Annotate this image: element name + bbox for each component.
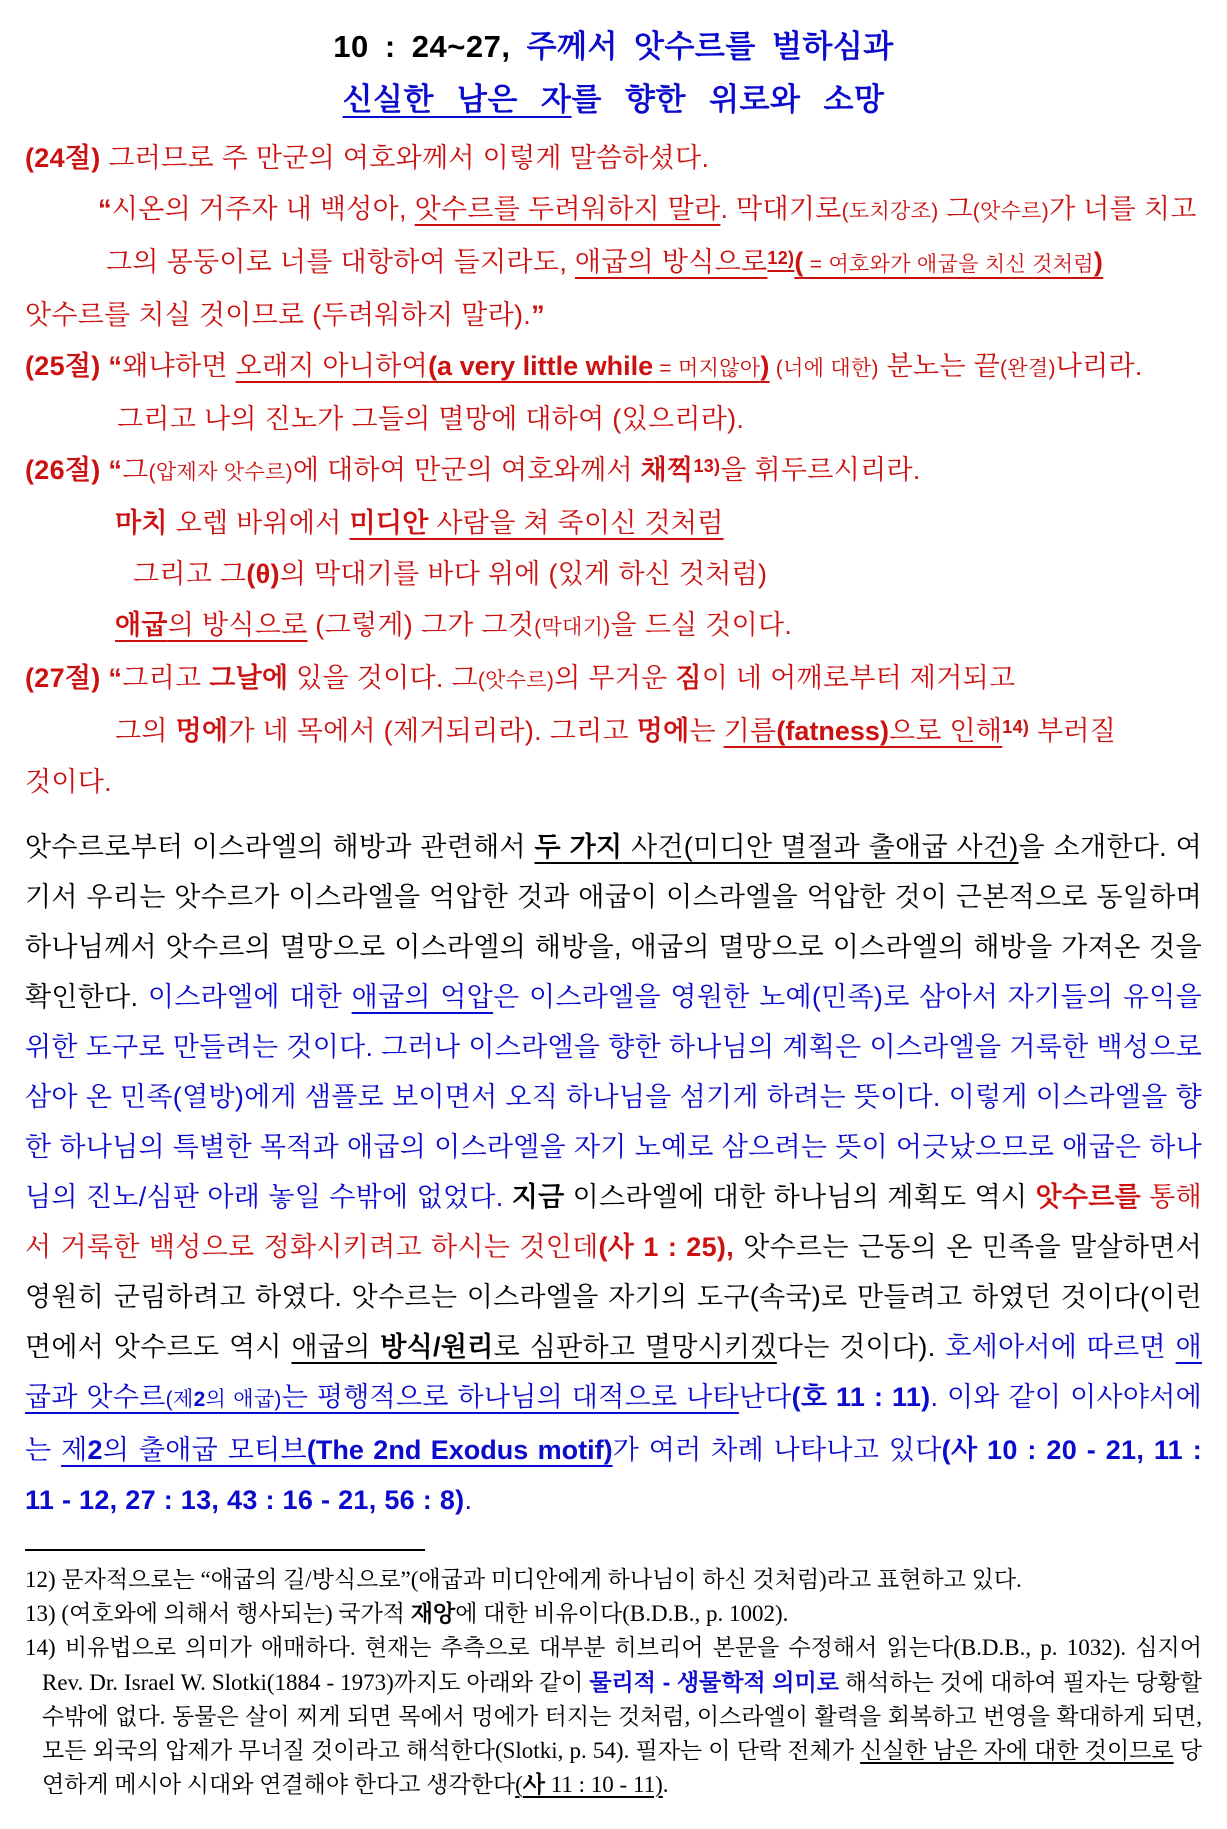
text-segment: 가 너를 치고 bbox=[1049, 194, 1197, 224]
text-segment: 의 애굽) bbox=[205, 1388, 282, 1411]
footnote-item bbox=[25, 1597, 1202, 1631]
text-segment: “ bbox=[108, 351, 123, 381]
text-segment: 호세아서에 따르면 bbox=[945, 1332, 1176, 1362]
text-segment: ( bbox=[515, 1772, 523, 1797]
verse-line bbox=[25, 237, 1202, 290]
verse-line bbox=[25, 549, 1202, 600]
text-segment: 앗수르를 치실 것이므로 (두려워하지 말라). bbox=[25, 300, 532, 330]
text-segment: 그 bbox=[122, 455, 149, 485]
text-segment: (제 bbox=[165, 1388, 194, 1411]
text-segment: 애굽 bbox=[115, 610, 168, 640]
text-segment: 애굽의 억압 bbox=[351, 982, 494, 1012]
text-segment: 11 : 10 - 11) bbox=[545, 1772, 663, 1797]
text-segment: 멍에 bbox=[636, 716, 690, 746]
text-segment: (26절) bbox=[25, 455, 101, 485]
text-segment: 해석하는 것에 대하여 필자는 당황할 수밖에 없다. 동물은 살이 찌게 되면 목에서 멍에가 터지는 것처럼, 이스라엘이 활력을 회복하고 번영을 확대하게 되면, 모든 외국의 압제가 무너질 것이라고 해석한다(Slotki, p. 54). 필자는 이 단락 전체가 bbox=[42, 1670, 1202, 1763]
text-segment: (24절) bbox=[25, 143, 101, 173]
text-segment: 그의 bbox=[115, 716, 176, 746]
text-segment: 재앙 bbox=[410, 1601, 456, 1626]
text-segment: (fatness) bbox=[776, 716, 889, 746]
text-segment: (앗수르) bbox=[972, 200, 1050, 223]
text-segment: 두 가지 bbox=[534, 832, 623, 862]
text-segment: (25절) bbox=[25, 351, 101, 381]
text-segment: 2 bbox=[87, 1435, 103, 1465]
verse-line bbox=[25, 498, 1202, 549]
text-segment: 에 대하여 만군의 여호와께서 bbox=[292, 455, 641, 485]
text-segment: 채찍 bbox=[640, 455, 694, 485]
verse-line bbox=[25, 653, 1202, 706]
footnote-item bbox=[25, 1631, 1202, 1802]
verse-line bbox=[25, 341, 1202, 394]
title-line-2 bbox=[25, 73, 1202, 126]
footnote-separator bbox=[25, 1549, 425, 1551]
text-segment: 애굽의 bbox=[291, 1332, 381, 1362]
text-segment: 이스라엘에 대한 bbox=[147, 982, 352, 1012]
text-segment: 13) bbox=[693, 456, 721, 476]
text-segment: 신실한 남은 자에 대한 것이므로 bbox=[860, 1738, 1174, 1763]
commentary-paragraph bbox=[25, 822, 1202, 1525]
verse-line bbox=[25, 600, 1202, 653]
text-segment: 신실한 남은 자 bbox=[342, 82, 572, 117]
text-segment: 12) 문자적으로는 “애굽의 길/방식으로”(애굽과 미디안에게 하나님이 하신 것처럼)라고 표현하고 있다. bbox=[25, 1567, 1022, 1592]
verse-line bbox=[25, 184, 1202, 237]
text-segment: “ bbox=[98, 194, 112, 224]
text-segment: 주께서 앗수르를 벌하심과 bbox=[526, 29, 894, 64]
text-segment: 방식/원리 bbox=[380, 1332, 494, 1362]
text-segment: (a very little while bbox=[428, 351, 654, 381]
text-segment: “ bbox=[108, 455, 123, 485]
text-segment: (27절) bbox=[25, 663, 101, 693]
text-segment: 다는 것이다). bbox=[776, 1332, 946, 1362]
text-segment: 왜냐하면 bbox=[122, 351, 236, 381]
text-segment: 은 이스라엘을 영원한 노예(민족)로 삼아서 자기들의 유익을 위한 도구로 만들려는 것이다. 그러나 이스라엘을 향한 하나님의 계획은 이스라엘을 거룩한 백성으로 삼아 온 민족(열방)에게 샘플로 보이면서 오직 하나님을 섬기게 하려는 뜻이다. 이렇게 이스라엘을 향한 하나님의 특별한 목적과 애굽의 이스라엘을 자기 노예로 삼으려는 뜻이 어긋났으므로 애굽은 하나님의 진노/심판 아래 놓일 수밖에 없었다. bbox=[25, 982, 1203, 1212]
text-segment: 제 bbox=[61, 1435, 88, 1465]
text-segment: 통해서 거룩한 백성으로 정화시키려고 하시는 것인데 bbox=[25, 1182, 1202, 1262]
text-segment: . bbox=[464, 1485, 473, 1515]
text-segment: (너에 대한) bbox=[769, 357, 879, 380]
text-segment: (사 10 : 20 - 21, 11 : 11 - 12, 27 : 13, 43 : 16 - 21, 56 : 8) bbox=[25, 1435, 1202, 1515]
text-segment: 10 : 24~27, bbox=[333, 29, 527, 64]
text-segment: 물리적 - 생물학적 의미로 bbox=[589, 1669, 839, 1695]
text-segment: 13) (여호와에 의해서 행사되는) 국가적 bbox=[25, 1601, 411, 1626]
footnote-list bbox=[25, 1563, 1202, 1802]
text-segment: 마치 bbox=[115, 508, 168, 538]
verse-line bbox=[25, 133, 1202, 184]
text-segment: 를 향한 위로와 소망 bbox=[571, 82, 885, 117]
text-segment: 애굽의 방식으로 bbox=[574, 247, 768, 277]
text-segment: 사 bbox=[522, 1772, 546, 1797]
text-segment: (완결) bbox=[999, 357, 1056, 380]
text-segment: 의 출애굽 모티브 bbox=[102, 1435, 307, 1465]
text-segment: 오래지 아니하여 bbox=[235, 351, 429, 381]
text-segment: 것이다. bbox=[25, 767, 112, 797]
text-segment: 그리고 bbox=[122, 663, 210, 693]
text-segment: = 여호와가 애굽을 치신 것처럼 bbox=[803, 253, 1094, 276]
text-segment: 그리고 그 bbox=[133, 559, 247, 589]
text-segment: (도치강조) bbox=[841, 200, 939, 223]
text-segment: (막대기) bbox=[534, 616, 611, 639]
text-segment: 이 네 어깨로부터 제거되고 bbox=[701, 663, 1016, 693]
text-segment: . bbox=[662, 1772, 669, 1797]
text-segment: 애굽과 앗수르 bbox=[25, 1332, 1202, 1412]
text-segment: 당연하게 메시아 시대와 연결해야 한다고 생각한다 bbox=[42, 1738, 1202, 1797]
verse-line bbox=[25, 394, 1202, 445]
text-segment: 그러므로 주 만군의 여호와께서 이렇게 말씀하셨다. bbox=[100, 143, 710, 173]
text-segment: 을 휘두르시리라. bbox=[720, 455, 921, 485]
text-segment: 분노는 끝 bbox=[878, 351, 1000, 381]
text-segment: . 막대기로 bbox=[720, 194, 842, 224]
text-segment: 앗수르는 근동의 온 민족을 말살하면서 영원히 군림하려고 하였다. 앗수르는 이스라엘을 자기의 도구(속국)로 만들려고 하였던 것이다(이런 면에서 앗수르도 역시 bbox=[25, 1232, 1202, 1362]
text-segment: 앗수르로부터 이스라엘의 해방과 관련해서 bbox=[25, 832, 535, 862]
text-segment: 사람을 쳐 죽이신 것처럼 bbox=[428, 508, 724, 538]
text-segment: 미디안 bbox=[349, 508, 429, 538]
text-segment: 으로 인해 bbox=[888, 716, 1003, 746]
text-segment: 짐 bbox=[675, 663, 702, 693]
document-title bbox=[25, 20, 1202, 126]
text-segment: 12) bbox=[767, 248, 795, 268]
text-segment: 을 드실 것이다. bbox=[610, 610, 793, 640]
footnote-item bbox=[25, 1563, 1202, 1597]
text-segment: 부러질 bbox=[1029, 716, 1117, 746]
text-segment: ) bbox=[1093, 247, 1104, 277]
text-segment: (앗수르) bbox=[477, 669, 555, 692]
text-segment: (The 2nd Exodus motif) bbox=[306, 1435, 613, 1465]
text-segment: 가 네 목에서 (제거되리라). 그리고 bbox=[228, 716, 637, 746]
text-segment: 그리고 나의 진노가 그들의 멸망에 대하여 (있으리라). bbox=[117, 404, 745, 434]
text-segment: (호 11 : 11) bbox=[791, 1382, 931, 1412]
text-segment: 나리라. bbox=[1055, 351, 1143, 381]
text-segment: 그날에 bbox=[209, 663, 289, 693]
text-segment: 그 bbox=[938, 194, 973, 224]
text-segment: 멍에 bbox=[175, 716, 229, 746]
text-segment: 의 무거운 bbox=[554, 663, 676, 693]
text-segment: 에 대한 비유이다(B.D.B., p. 1002). bbox=[455, 1601, 789, 1626]
text-segment: 의 방식으로 bbox=[167, 610, 308, 640]
verse-line bbox=[25, 706, 1202, 757]
verse-line bbox=[25, 445, 1202, 498]
text-segment: 지금 bbox=[511, 1182, 565, 1212]
text-segment: 그의 몽둥이로 너를 대항하여 들지라도, bbox=[106, 247, 575, 277]
text-segment: 로 심판하고 멸망시키겠 bbox=[493, 1332, 777, 1362]
verse-line bbox=[25, 290, 1202, 341]
verse-block bbox=[25, 133, 1202, 808]
text-segment: 오렙 바위에서 bbox=[167, 508, 350, 538]
text-segment: ” bbox=[531, 300, 545, 330]
text-segment: 2 bbox=[193, 1388, 206, 1411]
text-segment: . 이와 같이 이사야서에는 bbox=[25, 1382, 1202, 1465]
text-segment: (압제자 앗수르) bbox=[148, 461, 293, 484]
text-segment: 14) 비유법으로 의미가 애매하다. 현재는 추측으로 대부분 히브리어 본문을 수정해서 읽는다(B.D.B., p. 1032). 심지어 Rev. Dr. Israel W. Slotki(1884 - 1973)까지도 아래와 같이 bbox=[25, 1635, 1202, 1695]
verse-line bbox=[25, 757, 1202, 808]
text-segment: 이스라엘에 대한 하나님의 계획도 역시 bbox=[564, 1182, 1036, 1212]
text-segment: 앗수르를 bbox=[1035, 1182, 1142, 1212]
text-segment: “ bbox=[108, 663, 123, 693]
text-segment: 난다 bbox=[738, 1382, 792, 1412]
text-segment: (그렇게) 그가 그것 bbox=[307, 610, 535, 640]
text-segment: 가 여러 차례 나타나고 있다 bbox=[612, 1435, 942, 1465]
text-segment: 는 bbox=[689, 716, 724, 746]
text-segment: 14) bbox=[1002, 717, 1030, 737]
title-line-1 bbox=[25, 20, 1202, 73]
text-segment: (사 1 : 25), bbox=[598, 1232, 735, 1262]
text-segment: 는 평행적으로 하나님의 대적으로 나타 bbox=[281, 1382, 739, 1412]
text-segment: 시온의 거주자 내 백성아, bbox=[111, 194, 415, 224]
text-segment: 있을 것이다. 그 bbox=[288, 663, 478, 693]
text-segment: 의 막대기를 바다 위에 (있게 하신 것처럼) bbox=[279, 559, 768, 589]
text-segment: 을 소개한다. 여기서 우리는 앗수르가 이스라엘을 억압한 것과 애굽이 이스라엘을 억압한 것이 근본적으로 동일하며 하나님께서 앗수르의 멸망으로 이스라엘의 해방을, 애굽의 멸망으로 이스라엘의 해방을 가져온 것을 확인한다. bbox=[25, 832, 1202, 1012]
text-segment: 앗수르를 두려워하지 말라 bbox=[414, 194, 721, 224]
text-segment: (θ) bbox=[246, 559, 280, 589]
text-segment: 기름 bbox=[723, 716, 777, 746]
text-segment: 사건(미디안 멸절과 출애굽 사건) bbox=[622, 832, 1019, 862]
text-segment: ( bbox=[794, 247, 804, 277]
text-segment: ) bbox=[760, 351, 770, 381]
text-segment: = 머지않아 bbox=[653, 357, 761, 380]
